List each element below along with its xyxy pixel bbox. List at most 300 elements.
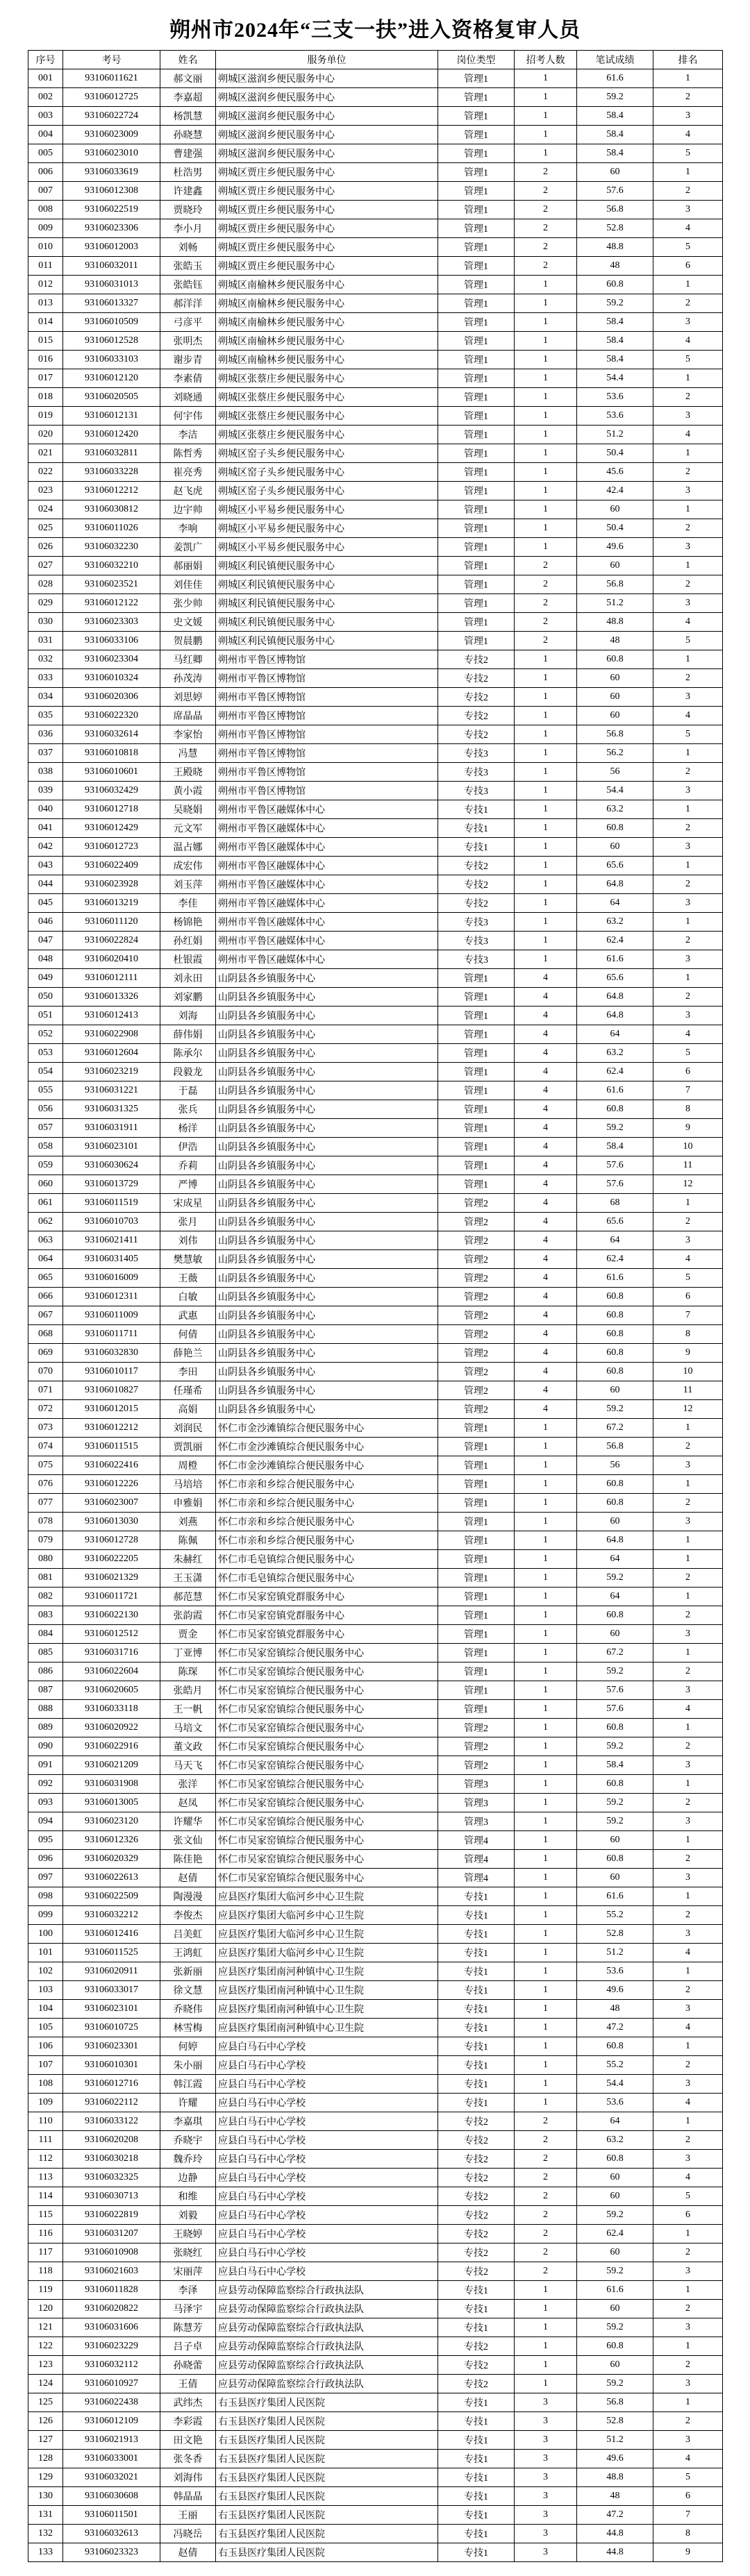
cell-name: 高娟 xyxy=(160,1400,216,1419)
cell-exam-id: 93106033103 xyxy=(63,351,160,369)
cell-no: 033 xyxy=(28,669,63,688)
cell-rank: 1 xyxy=(653,650,723,669)
cell-name: 张兵 xyxy=(160,1100,216,1119)
cell-exam-id: 93106032011 xyxy=(63,257,160,276)
cell-name: 杨凯慧 xyxy=(160,107,216,126)
cell-score: 59.2 xyxy=(577,294,653,313)
cell-rank: 8 xyxy=(653,1100,723,1119)
table-row xyxy=(28,351,723,369)
cell-position: 专技2 xyxy=(438,2244,515,2262)
cell-no: 098 xyxy=(28,1887,63,1906)
header-count: 招考人数 xyxy=(515,51,577,69)
cell-name: 许耀华 xyxy=(160,1812,216,1831)
cell-unit: 怀仁市毛皂镇综合便民服务中心 xyxy=(216,1550,438,1569)
table-row xyxy=(28,2019,723,2037)
cell-name: 贺晨鹏 xyxy=(160,632,216,650)
cell-score: 48 xyxy=(577,2487,653,2506)
cell-position: 专技1 xyxy=(438,2412,515,2431)
cell-score: 67.2 xyxy=(577,1419,653,1438)
cell-position: 管理1 xyxy=(438,257,515,276)
cell-score: 59.2 xyxy=(577,88,653,107)
cell-name: 马天飞 xyxy=(160,1756,216,1775)
cell-unit: 朔州市平鲁区博物馆 xyxy=(216,650,438,669)
cell-unit: 山阴县各乡镇服务中心 xyxy=(216,969,438,988)
cell-unit: 应县白马石中心学校 xyxy=(216,2206,438,2225)
cell-no: 042 xyxy=(28,838,63,857)
cell-name: 武纬杰 xyxy=(160,2393,216,2412)
cell-rank: 4 xyxy=(653,1944,723,1962)
cell-no: 087 xyxy=(28,1681,63,1700)
cell-count: 1 xyxy=(515,2075,577,2094)
cell-rank: 5 xyxy=(653,2468,723,2487)
table-row xyxy=(28,1100,723,1119)
cell-no: 130 xyxy=(28,2487,63,2506)
cell-rank: 2 xyxy=(653,519,723,538)
cell-exam-id: 93106023301 xyxy=(63,2037,160,2056)
cell-name: 刘佳佳 xyxy=(160,575,216,594)
cell-position: 专技1 xyxy=(438,2487,515,2506)
cell-name: 史文媛 xyxy=(160,613,216,632)
cell-exam-id: 93106011711 xyxy=(63,1325,160,1344)
cell-position: 管理2 xyxy=(438,1400,515,1419)
cell-no: 021 xyxy=(28,444,63,463)
cell-count: 3 xyxy=(515,2450,577,2468)
cell-exam-id: 93106012718 xyxy=(63,800,160,819)
cell-exam-id: 93106012109 xyxy=(63,2412,160,2431)
cell-exam-id: 93106033017 xyxy=(63,1981,160,2000)
table-row xyxy=(28,2375,723,2393)
cell-score: 58.4 xyxy=(577,313,653,332)
cell-name: 周橙 xyxy=(160,1456,216,1475)
cell-no: 001 xyxy=(28,69,63,88)
table-row xyxy=(28,444,723,463)
cell-name: 王倩 xyxy=(160,2375,216,2393)
cell-position: 管理1 xyxy=(438,1119,515,1138)
cell-exam-id: 93106013326 xyxy=(63,988,160,1007)
table-row xyxy=(28,2056,723,2075)
cell-no: 072 xyxy=(28,1400,63,1419)
cell-rank: 3 xyxy=(653,2431,723,2450)
cell-count: 1 xyxy=(515,2281,577,2300)
cell-name: 和维 xyxy=(160,2187,216,2206)
cell-name: 张少帅 xyxy=(160,594,216,613)
cell-score: 51.2 xyxy=(577,2431,653,2450)
cell-count: 1 xyxy=(515,1569,577,1588)
cell-name: 李彩霞 xyxy=(160,2412,216,2431)
cell-exam-id: 93106020410 xyxy=(63,950,160,969)
cell-no: 116 xyxy=(28,2225,63,2244)
cell-count: 1 xyxy=(515,1456,577,1475)
cell-name: 韩晶晶 xyxy=(160,2487,216,2506)
table-row xyxy=(28,1588,723,1606)
cell-count: 1 xyxy=(515,857,577,875)
cell-rank: 3 xyxy=(653,1869,723,1887)
cell-exam-id: 93106010703 xyxy=(63,1213,160,1231)
cell-unit: 朔城区张蔡庄乡便民服务中心 xyxy=(216,388,438,407)
cell-name: 成宏伟 xyxy=(160,857,216,875)
candidate-table xyxy=(28,50,723,2562)
cell-rank: 1 xyxy=(653,1775,723,1794)
cell-no: 084 xyxy=(28,1625,63,1644)
table-row xyxy=(28,482,723,500)
cell-position: 管理1 xyxy=(438,594,515,613)
cell-position: 管理1 xyxy=(438,1438,515,1456)
cell-score: 59.2 xyxy=(577,1737,653,1756)
cell-count: 1 xyxy=(515,276,577,294)
cell-name: 刘润民 xyxy=(160,1419,216,1438)
cell-name: 何倩 xyxy=(160,1325,216,1344)
cell-name: 田文艳 xyxy=(160,2431,216,2450)
cell-exam-id: 93106022416 xyxy=(63,1456,160,1475)
cell-unit: 山阴县各乡镇服务中心 xyxy=(216,1138,438,1156)
cell-unit: 怀仁市吴家窑镇综合便民服务中心 xyxy=(216,1794,438,1812)
table-row xyxy=(28,2150,723,2169)
cell-unit: 怀仁市亲和乡综合便民服务中心 xyxy=(216,1513,438,1531)
cell-count: 1 xyxy=(515,463,577,482)
cell-count: 1 xyxy=(515,69,577,88)
cell-exam-id: 93106031606 xyxy=(63,2318,160,2337)
cell-name: 张文仙 xyxy=(160,1831,216,1850)
cell-count: 2 xyxy=(515,257,577,276)
cell-score: 59.2 xyxy=(577,1812,653,1831)
cell-score: 51.2 xyxy=(577,594,653,613)
cell-unit: 右玉县医疗集团人民医院 xyxy=(216,2450,438,2468)
cell-score: 60.8 xyxy=(577,650,653,669)
cell-count: 1 xyxy=(515,1681,577,1700)
table-row xyxy=(28,2468,723,2487)
cell-rank: 2 xyxy=(653,819,723,838)
cell-rank: 1 xyxy=(653,1475,723,1494)
table-row xyxy=(28,2543,723,2562)
cell-exam-id: 93106033001 xyxy=(63,2450,160,2468)
cell-exam-id: 93106012015 xyxy=(63,1400,160,1419)
cell-rank: 2 xyxy=(653,2056,723,2075)
cell-name: 何婷 xyxy=(160,2037,216,2056)
cell-count: 1 xyxy=(515,294,577,313)
cell-score: 52.8 xyxy=(577,2412,653,2431)
cell-count: 2 xyxy=(515,163,577,182)
cell-unit: 应县白马石中心学校 xyxy=(216,2244,438,2262)
cell-exam-id: 93106023306 xyxy=(63,219,160,238)
cell-no: 058 xyxy=(28,1138,63,1156)
cell-name: 谢步青 xyxy=(160,351,216,369)
cell-no: 093 xyxy=(28,1794,63,1812)
cell-name: 张明杰 xyxy=(160,332,216,351)
cell-position: 专技1 xyxy=(438,2056,515,2075)
cell-score: 60 xyxy=(577,2187,653,2206)
cell-score: 48 xyxy=(577,632,653,650)
cell-score: 44.8 xyxy=(577,2543,653,2562)
cell-count: 1 xyxy=(515,313,577,332)
cell-position: 管理3 xyxy=(438,1775,515,1794)
cell-unit: 应县医疗集团南河种镇中心卫生院 xyxy=(216,2000,438,2019)
cell-position: 管理2 xyxy=(438,1194,515,1213)
cell-score: 48 xyxy=(577,257,653,276)
cell-position: 管理2 xyxy=(438,1306,515,1325)
cell-score: 60 xyxy=(577,669,653,688)
cell-name: 丁亚博 xyxy=(160,1644,216,1662)
cell-position: 专技2 xyxy=(438,875,515,894)
table-row xyxy=(28,1475,723,1494)
cell-unit: 朔城区张蔡庄乡便民服务中心 xyxy=(216,407,438,426)
cell-rank: 1 xyxy=(653,1419,723,1438)
cell-position: 管理1 xyxy=(438,969,515,988)
cell-unit: 朔州市平鲁区博物馆 xyxy=(216,688,438,707)
cell-score: 60.8 xyxy=(577,2037,653,2056)
table-row xyxy=(28,2000,723,2019)
cell-name: 郝范慧 xyxy=(160,1588,216,1606)
cell-exam-id: 93106031207 xyxy=(63,2225,160,2244)
cell-count: 4 xyxy=(515,969,577,988)
cell-rank: 3 xyxy=(653,950,723,969)
table-row xyxy=(28,2356,723,2375)
cell-position: 管理4 xyxy=(438,1850,515,1869)
cell-score: 60.8 xyxy=(577,1363,653,1381)
cell-exam-id: 93106013005 xyxy=(63,1794,160,1812)
cell-score: 56 xyxy=(577,1456,653,1475)
cell-unit: 朔城区利民镇便民服务中心 xyxy=(216,557,438,575)
cell-rank: 2 xyxy=(653,388,723,407)
cell-exam-id: 93106011026 xyxy=(63,519,160,538)
cell-position: 专技2 xyxy=(438,688,515,707)
cell-score: 60 xyxy=(577,163,653,182)
cell-exam-id: 93106012003 xyxy=(63,238,160,257)
table-row xyxy=(28,538,723,557)
cell-rank: 2 xyxy=(653,763,723,782)
cell-count: 1 xyxy=(515,1737,577,1756)
cell-count: 4 xyxy=(515,1344,577,1363)
table-row xyxy=(28,1513,723,1531)
table-row xyxy=(28,1494,723,1513)
cell-unit: 怀仁市金沙滩镇综合便民服务中心 xyxy=(216,1419,438,1438)
cell-rank: 3 xyxy=(653,1681,723,1700)
cell-position: 管理1 xyxy=(438,1569,515,1588)
cell-unit: 右玉县医疗集团人民医院 xyxy=(216,2506,438,2525)
table-row xyxy=(28,707,723,725)
cell-name: 郝丽娟 xyxy=(160,557,216,575)
table-row xyxy=(28,276,723,294)
cell-exam-id: 93106020911 xyxy=(63,1962,160,1981)
cell-position: 管理1 xyxy=(438,144,515,163)
cell-exam-id: 93106012326 xyxy=(63,1831,160,1850)
cell-name: 何宇伟 xyxy=(160,407,216,426)
cell-name: 贾晓玲 xyxy=(160,201,216,219)
cell-count: 2 xyxy=(515,2262,577,2281)
cell-name: 张皓月 xyxy=(160,1681,216,1700)
cell-exam-id: 93106031911 xyxy=(63,1119,160,1138)
table-row xyxy=(28,819,723,838)
cell-score: 64.8 xyxy=(577,1007,653,1025)
cell-position: 管理1 xyxy=(438,388,515,407)
cell-no: 125 xyxy=(28,2393,63,2412)
cell-name: 张新丽 xyxy=(160,1962,216,1981)
cell-count: 1 xyxy=(515,1700,577,1719)
cell-name: 崔亮秀 xyxy=(160,463,216,482)
cell-rank: 4 xyxy=(653,2450,723,2468)
cell-no: 123 xyxy=(28,2356,63,2375)
table-row xyxy=(28,126,723,144)
cell-exam-id: 93106010301 xyxy=(63,2056,160,2075)
cell-score: 59.2 xyxy=(577,2206,653,2225)
cell-position: 专技2 xyxy=(438,2112,515,2131)
cell-no: 091 xyxy=(28,1756,63,1775)
cell-name: 马培培 xyxy=(160,1475,216,1494)
table-row xyxy=(28,838,723,857)
cell-count: 4 xyxy=(515,1325,577,1344)
cell-count: 2 xyxy=(515,557,577,575)
cell-rank: 2 xyxy=(653,2244,723,2262)
cell-unit: 山阴县各乡镇服务中心 xyxy=(216,1025,438,1044)
cell-score: 53.6 xyxy=(577,1962,653,1981)
table-row xyxy=(28,1775,723,1794)
cell-count: 1 xyxy=(515,1662,577,1681)
cell-exam-id: 93106031221 xyxy=(63,1081,160,1100)
cell-rank: 3 xyxy=(653,688,723,707)
cell-position: 管理2 xyxy=(438,1250,515,1269)
cell-no: 059 xyxy=(28,1156,63,1175)
cell-no: 088 xyxy=(28,1700,63,1719)
cell-exam-id: 93106022519 xyxy=(63,201,160,219)
cell-rank: 3 xyxy=(653,1007,723,1025)
cell-rank: 11 xyxy=(653,1156,723,1175)
cell-name: 陈琛 xyxy=(160,1662,216,1681)
cell-name: 乔晓宇 xyxy=(160,2131,216,2150)
cell-rank: 1 xyxy=(653,1831,723,1850)
cell-rank: 12 xyxy=(653,1400,723,1419)
cell-score: 60.8 xyxy=(577,819,653,838)
cell-unit: 应县劳动保障监察综合行政执法队 xyxy=(216,2337,438,2356)
table-row xyxy=(28,988,723,1007)
cell-unit: 山阴县各乡镇服务中心 xyxy=(216,1381,438,1400)
cell-name: 李嘉超 xyxy=(160,88,216,107)
cell-unit: 山阴县各乡镇服务中心 xyxy=(216,1344,438,1363)
table-row xyxy=(28,1719,723,1737)
table-row xyxy=(28,1306,723,1325)
cell-no: 132 xyxy=(28,2525,63,2543)
cell-count: 4 xyxy=(515,1063,577,1081)
cell-rank: 3 xyxy=(653,407,723,426)
cell-no: 041 xyxy=(28,819,63,838)
table-row xyxy=(28,2131,723,2150)
cell-score: 64 xyxy=(577,1550,653,1569)
cell-score: 60 xyxy=(577,557,653,575)
cell-unit: 应县白马石中心学校 xyxy=(216,2131,438,2150)
cell-score: 64 xyxy=(577,1588,653,1606)
cell-name: 徐文慧 xyxy=(160,1981,216,2000)
cell-no: 037 xyxy=(28,744,63,763)
cell-no: 075 xyxy=(28,1456,63,1475)
cell-position: 专技1 xyxy=(438,1925,515,1944)
cell-no: 036 xyxy=(28,725,63,744)
cell-score: 47.2 xyxy=(577,2019,653,2037)
table-row xyxy=(28,632,723,650)
cell-name: 薛艳兰 xyxy=(160,1344,216,1363)
cell-count: 3 xyxy=(515,2468,577,2487)
cell-name: 刘海伟 xyxy=(160,2468,216,2487)
cell-score: 62.4 xyxy=(577,932,653,950)
cell-no: 065 xyxy=(28,1269,63,1288)
cell-exam-id: 93106011501 xyxy=(63,2506,160,2525)
cell-exam-id: 93106010927 xyxy=(63,2375,160,2393)
cell-exam-id: 93106030624 xyxy=(63,1156,160,1175)
cell-count: 4 xyxy=(515,1138,577,1156)
cell-name: 赵倩 xyxy=(160,1869,216,1887)
cell-unit: 应县医疗集团大临河乡中心卫生院 xyxy=(216,1887,438,1906)
cell-exam-id: 93106012122 xyxy=(63,594,160,613)
cell-position: 专技1 xyxy=(438,2019,515,2037)
cell-unit: 朔州市平鲁区博物馆 xyxy=(216,763,438,782)
cell-name: 王薇 xyxy=(160,1269,216,1288)
cell-no: 111 xyxy=(28,2131,63,2150)
cell-rank: 3 xyxy=(653,538,723,557)
cell-unit: 山阴县各乡镇服务中心 xyxy=(216,988,438,1007)
cell-unit: 应县白马石中心学校 xyxy=(216,2225,438,2244)
cell-no: 053 xyxy=(28,1044,63,1063)
table-row xyxy=(28,1794,723,1812)
cell-count: 1 xyxy=(515,1606,577,1625)
cell-name: 刘玉萍 xyxy=(160,875,216,894)
cell-no: 056 xyxy=(28,1100,63,1119)
cell-unit: 怀仁市吴家窑镇综合便民服务中心 xyxy=(216,1756,438,1775)
cell-no: 025 xyxy=(28,519,63,538)
table-row xyxy=(28,1063,723,1081)
cell-exam-id: 93106032212 xyxy=(63,1906,160,1925)
table-row xyxy=(28,1850,723,1869)
cell-name: 边静 xyxy=(160,2169,216,2187)
cell-position: 专技3 xyxy=(438,932,515,950)
table-row xyxy=(28,575,723,594)
cell-score: 61.6 xyxy=(577,1269,653,1288)
cell-no: 073 xyxy=(28,1419,63,1438)
cell-no: 121 xyxy=(28,2318,63,2337)
table-row xyxy=(28,650,723,669)
cell-score: 60.8 xyxy=(577,2337,653,2356)
table-row xyxy=(28,1606,723,1625)
cell-exam-id: 93106023521 xyxy=(63,575,160,594)
cell-exam-id: 93106022916 xyxy=(63,1737,160,1756)
cell-rank: 5 xyxy=(653,725,723,744)
cell-no: 124 xyxy=(28,2375,63,2393)
cell-position: 专技2 xyxy=(438,2187,515,2206)
cell-no: 115 xyxy=(28,2206,63,2225)
cell-unit: 朔城区贾庄乡便民服务中心 xyxy=(216,163,438,182)
cell-no: 015 xyxy=(28,332,63,351)
cell-score: 64.8 xyxy=(577,1531,653,1550)
cell-exam-id: 93106032614 xyxy=(63,725,160,744)
cell-exam-id: 93106022908 xyxy=(63,1025,160,1044)
cell-no: 007 xyxy=(28,182,63,201)
cell-count: 1 xyxy=(515,2337,577,2356)
table-row xyxy=(28,1081,723,1100)
cell-position: 管理1 xyxy=(438,1550,515,1569)
cell-count: 1 xyxy=(515,1775,577,1794)
cell-count: 2 xyxy=(515,2244,577,2262)
cell-score: 65.6 xyxy=(577,969,653,988)
table-row xyxy=(28,2450,723,2468)
cell-position: 管理1 xyxy=(438,988,515,1007)
header-unit: 服务单位 xyxy=(216,51,438,69)
cell-name: 陈佩 xyxy=(160,1531,216,1550)
cell-score: 60.8 xyxy=(577,276,653,294)
cell-count: 1 xyxy=(515,332,577,351)
cell-rank: 1 xyxy=(653,557,723,575)
cell-no: 094 xyxy=(28,1812,63,1831)
table-row xyxy=(28,2337,723,2356)
cell-unit: 怀仁市毛皂镇综合便民服务中心 xyxy=(216,1569,438,1588)
cell-score: 64.8 xyxy=(577,875,653,894)
cell-unit: 应县白马石中心学校 xyxy=(216,2094,438,2112)
cell-count: 4 xyxy=(515,1175,577,1194)
